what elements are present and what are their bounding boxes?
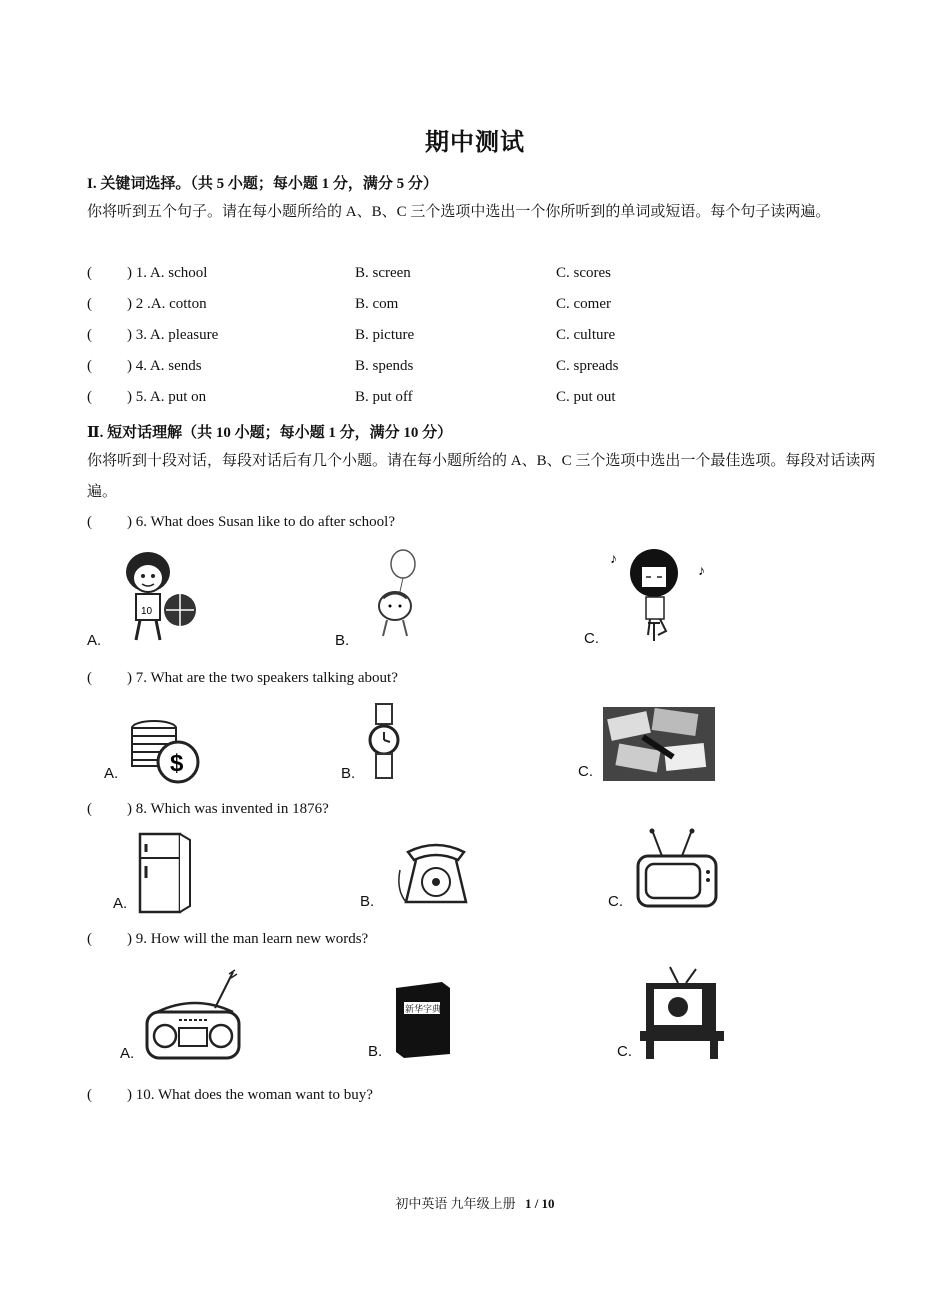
wristwatch-image	[362, 702, 412, 782]
option-a-label: A.	[87, 632, 102, 649]
boy-with-balloon-image	[355, 548, 435, 643]
refrigerator-image	[136, 832, 196, 914]
coins-and-money-image	[126, 718, 204, 786]
answer-paren[interactable]: (	[87, 265, 92, 281]
option-b: B. picture	[355, 327, 415, 343]
option-b-label: B.	[341, 765, 356, 782]
option-a: ) 4. A. sends	[127, 358, 202, 374]
answer-paren[interactable]: (	[87, 670, 92, 686]
footer-text: 初中英语 九年级上册	[395, 1196, 516, 1211]
option-b: B. com	[355, 296, 399, 312]
question-text: ) 10. What does the woman want to buy?	[127, 1087, 373, 1103]
svg-text:$: $	[170, 750, 184, 777]
page-number: 1 / 10	[524, 1196, 555, 1211]
option-c: C. culture	[556, 327, 616, 343]
choice-row	[87, 327, 877, 347]
page-footer	[0, 1193, 950, 1212]
section-2-instruction: 你将听到十段对话，每段对话后有几个小题。请在每小题所给的 A、B、C 三个选项中选出一个最佳选项。每段对话读两遍。	[87, 453, 876, 500]
option-a-label: A.	[113, 895, 128, 912]
answer-paren[interactable]: (	[87, 931, 92, 947]
choice-row	[87, 265, 877, 285]
question-text: ) 9. How will the man learn new words?	[127, 931, 369, 947]
option-b: B. spends	[355, 358, 414, 374]
option-a: ) 1. A. school	[127, 265, 208, 281]
option-b: B. put off	[355, 389, 413, 405]
section-1-instruction: 你将听到五个句子。请在每小题所给的 A、B、C 三个选项中选出一个你所听到的单词或短语。每个句子读两遍。	[87, 204, 831, 220]
option-a-label: A.	[104, 765, 119, 782]
answer-paren[interactable]: (	[87, 514, 92, 530]
scattered-bills-image	[603, 707, 715, 781]
option-a-label: A.	[120, 1045, 135, 1062]
radio-cassette-player-image	[145, 968, 245, 1063]
option-a: ) 3. A. pleasure	[127, 327, 219, 343]
answer-paren[interactable]: (	[87, 296, 92, 312]
option-a: ) 5. A. put on	[127, 389, 207, 405]
option-c-label: C.	[584, 630, 599, 647]
option-b: B. screen	[355, 265, 411, 281]
option-c: C. spreads	[556, 358, 619, 374]
option-c-label: C.	[617, 1043, 632, 1060]
choice-row	[87, 296, 877, 316]
dictionary-title: 新华字典	[405, 1004, 442, 1014]
svg-text:10: 10	[141, 606, 153, 617]
section-1-heading: I. 关键词选择。（共 5 小题；每小题 1 分，满分 5 分）	[87, 176, 438, 192]
option-b-label: B.	[368, 1043, 383, 1060]
option-c: C. comer	[556, 296, 611, 312]
question-text: ) 8. Which was invented in 1876?	[127, 801, 329, 817]
option-a: ) 2 .A. cotton	[127, 296, 207, 312]
girl-singing-image	[608, 545, 718, 647]
television-image	[632, 828, 722, 910]
option-c-label: C.	[578, 763, 593, 780]
option-c: C. scores	[556, 265, 611, 281]
choice-row	[87, 389, 877, 409]
answer-paren[interactable]: (	[87, 358, 92, 374]
svg-text:♪: ♪	[610, 552, 617, 567]
question-text: ) 6. What does Susan like to do after school?	[127, 514, 395, 530]
answer-paren[interactable]: (	[87, 801, 92, 817]
page-title: 期中测试	[425, 130, 525, 156]
answer-paren[interactable]: (	[87, 327, 92, 343]
answer-paren[interactable]: (	[87, 1087, 92, 1103]
option-b-label: B.	[360, 893, 375, 910]
option-c-label: C.	[608, 893, 623, 910]
answer-paren[interactable]: (	[87, 389, 92, 405]
rotary-telephone-image	[396, 840, 476, 910]
option-b-label: B.	[335, 632, 350, 649]
dictionary-book-image	[394, 980, 452, 1058]
option-c: C. put out	[556, 389, 616, 405]
svg-text:♪: ♪	[698, 564, 705, 579]
question-text: ) 7. What are the two speakers talking about?	[127, 670, 398, 686]
choice-row	[87, 358, 877, 378]
girl-with-basketball-image	[110, 548, 210, 648]
section-2-heading: Ⅱ. 短对话理解（共 10 小题；每小题 1 分，满分 10 分）	[87, 425, 453, 441]
tv-on-stand-image	[640, 963, 730, 1061]
